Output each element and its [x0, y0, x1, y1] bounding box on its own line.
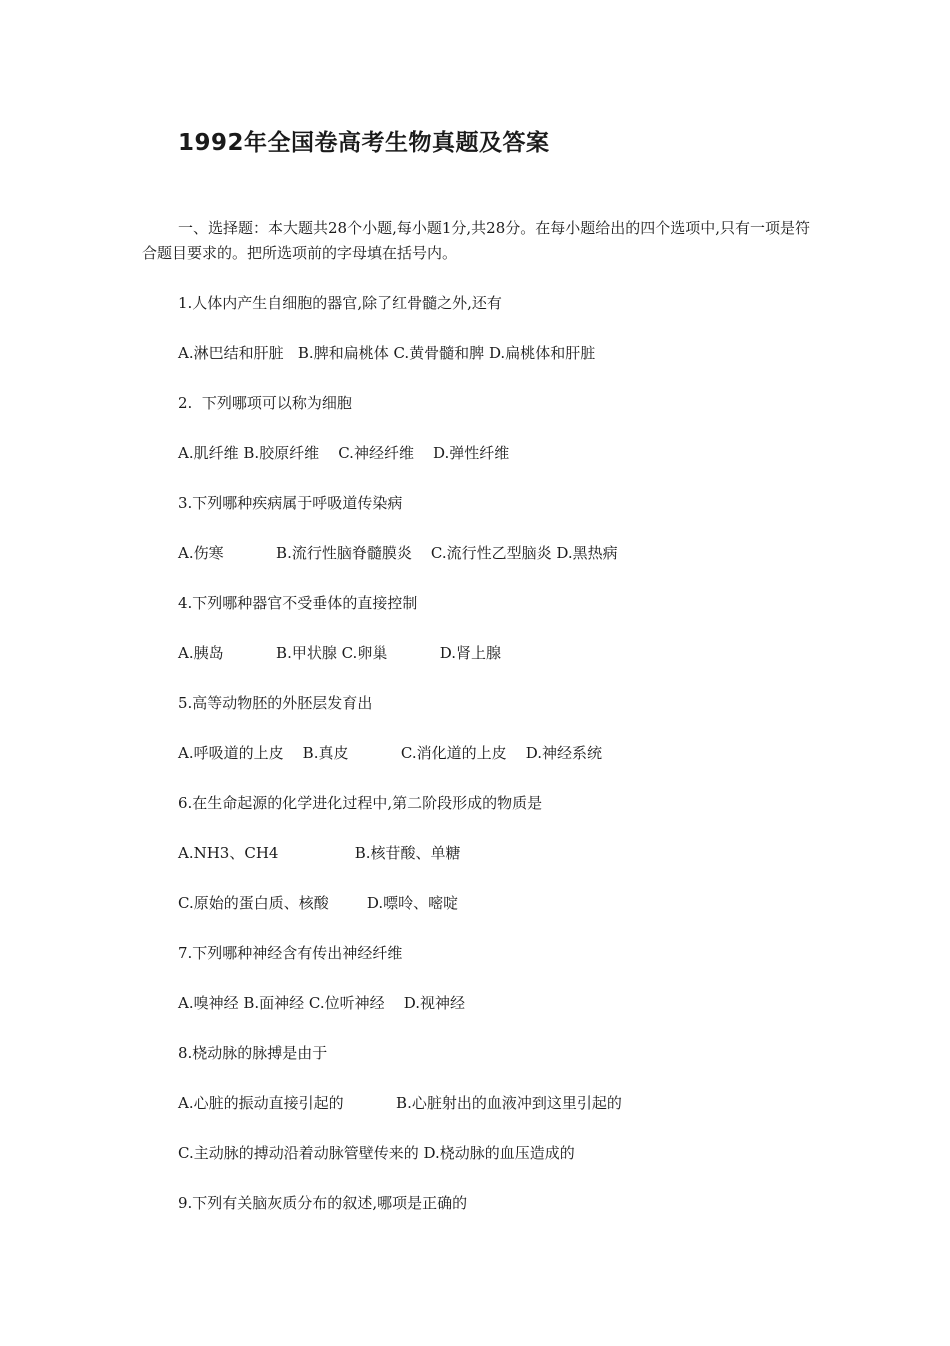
question-3-options: A.伤寒 B.流行性脑脊髓膜炎 C.流行性乙型脑炎 D.黑热病 [178, 544, 618, 562]
page-title: 1992年全国卷高考生物真题及答案 [178, 130, 550, 156]
question-7-options: A.嗅神经 B.面神经 C.位听神经 D.视神经 [178, 994, 465, 1012]
question-4: 4.下列哪种器官不受垂体的直接控制 [178, 594, 418, 612]
question-2: 2. 下列哪项可以称为细胞 [178, 394, 352, 412]
question-8-options-cd: C.主动脉的搏动沿着动脉管壁传来的 D.桡动脉的血压造成的 [178, 1144, 575, 1162]
question-1-options: A.淋巴结和肝脏 B.脾和扁桃体 C.黄骨髓和脾 D.扁桃体和肝脏 [178, 344, 596, 362]
question-2-options: A.肌纤维 B.胶原纤维 C.神经纤维 D.弹性纤维 [178, 444, 510, 462]
question-6-options-cd: C.原始的蛋白质、核酸 D.嘌呤、嘧啶 [178, 894, 459, 912]
question-6: 6.在生命起源的化学进化过程中,第二阶段形成的物质是 [178, 794, 543, 812]
question-1: 1.人体内产生自细胞的器官,除了红骨髓之外,还有 [178, 294, 502, 312]
question-9: 9.下列有关脑灰质分布的叙述,哪项是正确的 [178, 1194, 468, 1212]
question-5: 5.高等动物胚的外胚层发育出 [178, 694, 373, 712]
question-7: 7.下列哪种神经含有传出神经纤维 [178, 944, 403, 962]
question-5-options: A.呼吸道的上皮 B.真皮 C.消化道的上皮 D.神经系统 [178, 744, 602, 762]
question-8: 8.桡动脉的脉搏是由于 [178, 1044, 328, 1062]
question-8-options-ab: A.心脏的振动直接引起的 B.心脏射出的血液冲到这里引起的 [178, 1094, 622, 1112]
question-4-options: A.胰岛 B.甲状腺 C.卵巢 D.肾上腺 [178, 644, 502, 662]
section-intro: 一、选择题：本大题共28个小题,每小题1分,共28分。在每小题给出的四个选项中,只有一项是符合题目要求的。把所选项前的字母填在括号内。 [142, 219, 811, 262]
question-6-options-ab: A.NH3、CH4 B.核苷酸、单糖 [178, 844, 461, 862]
question-3: 3.下列哪种疾病属于呼吸道传染病 [178, 494, 403, 512]
